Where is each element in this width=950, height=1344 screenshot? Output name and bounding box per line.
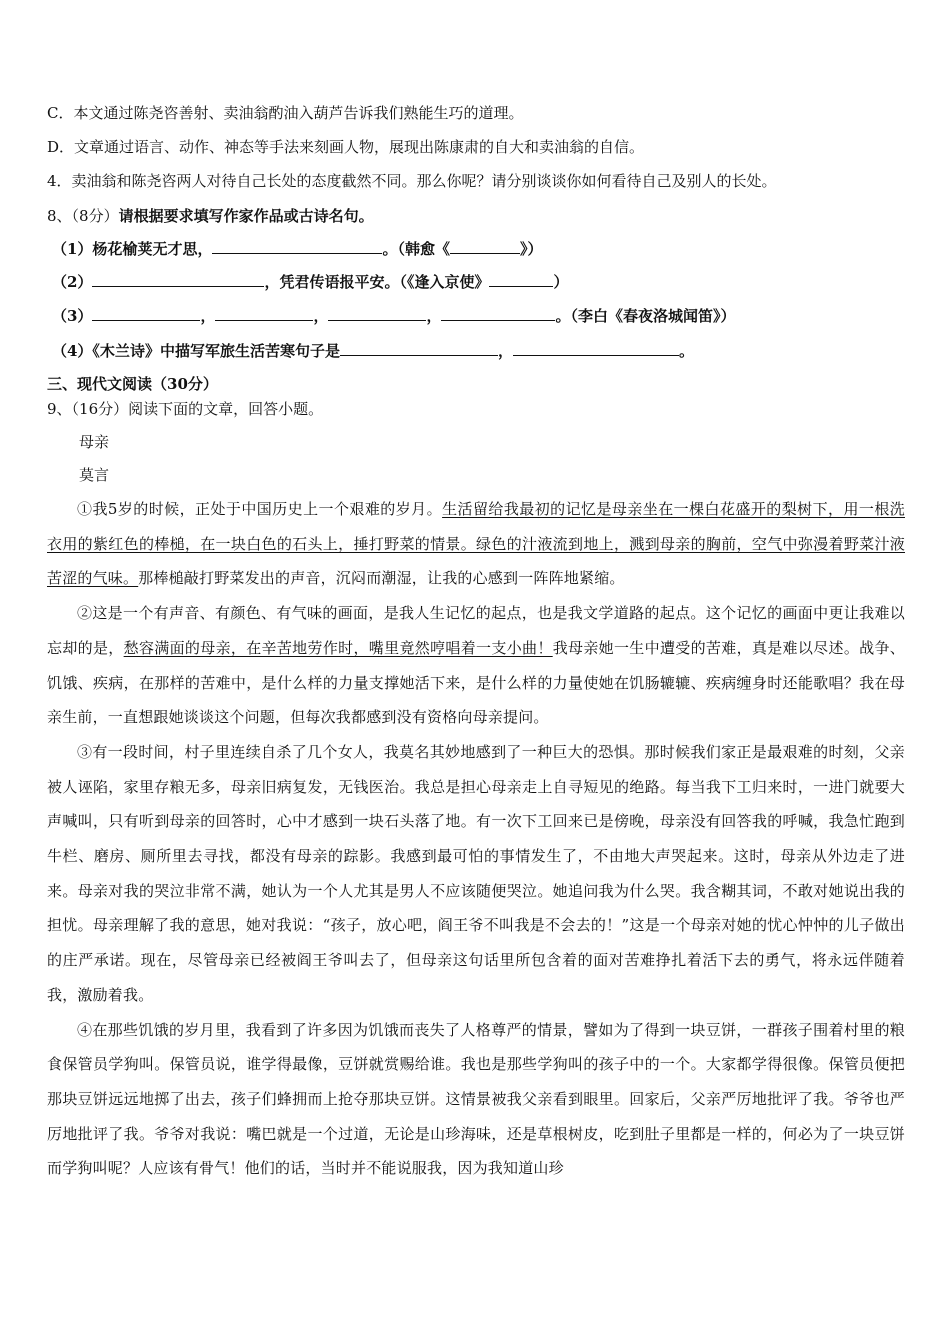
- q8-item-3-start: （3）: [52, 307, 93, 325]
- q8-item-3-blank-b[interactable]: [215, 306, 313, 321]
- q8-item-2-start: （2）: [52, 273, 93, 291]
- q8-item-3-blank-c[interactable]: [328, 306, 426, 321]
- paragraph-2: [47, 596, 905, 735]
- paragraph-1-text-b: 那棒槌敲打野菜发出的声音，沉闷而潮湿，让我的心感到一阵阵地紧缩。: [138, 569, 625, 588]
- paragraph-2-underlined: 愁容满面的母亲，在辛苦地劳作时，嘴里竟然哼唱着一支小曲！: [123, 638, 553, 657]
- q8-item-2-text: ，凭君传语报平安。（《逢入京使》: [264, 273, 490, 291]
- section-3-heading: 三、现代文阅读（30分）: [47, 375, 218, 393]
- question-9: 9、（16分）阅读下面的文章，回答小题。: [47, 400, 324, 418]
- paragraph-1: [47, 492, 905, 596]
- q8-item-1: [52, 239, 542, 259]
- question-4: 4．卖油翁和陈尧咨两人对待自己长处的态度截然不同。那么你呢？请分别谈谈你如何看待自己及别人的长处。: [47, 172, 777, 190]
- q8-item-4: [52, 341, 694, 361]
- article-body: [47, 492, 905, 1186]
- q8-item-3-blank-a[interactable]: [92, 306, 200, 321]
- question-8-prefix: 8、（8分）: [47, 207, 119, 225]
- q8-item-2: [52, 272, 568, 292]
- q8-item-4-text: （4）《木兰诗》中描写军旅生活苦寒句子是: [52, 342, 340, 360]
- q8-item-1-end: 》）: [519, 240, 543, 258]
- q8-item-3-blank-d[interactable]: [441, 306, 555, 321]
- q8-item-1-text: （1）杨花榆荚无才思，: [52, 240, 213, 258]
- q8-item-4-blank-a[interactable]: [340, 341, 498, 356]
- q8-item-1-mid: 。（韩愈《: [382, 240, 450, 258]
- option-d: D．文章通过语言、动作、神态等手法来刻画人物，展现出陈康肃的自大和卖油翁的自信。: [47, 138, 645, 156]
- q8-item-2-blank-b[interactable]: [489, 272, 553, 287]
- q8-item-3: [52, 306, 736, 326]
- article-author: 莫言: [79, 466, 110, 484]
- question-8-header: [47, 206, 374, 226]
- q8-item-3-sep2: ，: [313, 307, 329, 325]
- paragraph-3: ③有一段时间，村子里连续自杀了几个女人，我莫名其妙地感到了一种巨大的恐惧。那时候我们家正是最艰难的时刻，父亲被人诬陷，家里存粮无多，母亲旧病复发，无钱医治。我总是担心母亲走上自寻短见的绝路。每当我下工归来时，一进门就要大声喊叫，只有听到母亲的回答时，心中才感到一块石头落了地。有一次下工回来已是傍晚，母亲没有回答我的呼喊，我急忙跑到牛栏、磨房、厕所里去寻找，都没有母亲的踪影。我感到最可怕的事情发生了，不由地大声哭起来。这时，母亲从外边走了进来。母亲对我的哭泣非常不满，她认为一个人尤其是男人不应该随便哭泣。她追问我为什么哭。我含糊其词，不敢对她说出我的担忧。母亲理解了我的意思，她对我说：“孩子，放心吧，阎王爷不叫我是不会去的！”这是一个母亲对她的忧心忡忡的儿子做出的庄严承诺。现在，尽管母亲已经被阎王爷叫去了，但母亲这句话里所包含着的面对苦难挣扎着活下去的勇气，将永远伴随着我，激励着我。: [47, 742, 905, 1004]
- q8-item-1-blank-b[interactable]: [450, 239, 520, 254]
- q8-item-3-sep1: ，: [200, 307, 216, 325]
- q8-item-4-blank-b[interactable]: [513, 341, 679, 356]
- q8-item-3-sep3: ，: [426, 307, 442, 325]
- article-title: 母亲: [79, 433, 110, 451]
- paragraph-2-text-b: 我母亲她一生中遭受的苦难，真是难以尽述。战争、饥饿、疾病，在那样的苦难中，是什么样的力量支撑她活下来，是什么样的力量使她在饥肠辘辘、疾病缠身时还能歌唱？我在母亲生前，一直想跟她谈谈这个问题，但每次我都感到没有资格向母亲提问。: [47, 638, 905, 727]
- question-8-instruction: 请根据要求填写作家作品或古诗名句。: [118, 207, 374, 225]
- q8-item-1-blank-a[interactable]: [212, 239, 382, 254]
- q8-item-3-end: 。（李白《春夜洛城闻笛》）: [555, 307, 736, 325]
- option-c: C．本文通过陈尧咨善射、卖油翁酌油入葫芦告诉我们熟能生巧的道理。: [47, 104, 524, 122]
- q8-item-2-blank-a[interactable]: [92, 272, 264, 287]
- q8-item-4-sep: ，: [497, 342, 513, 360]
- q8-item-4-end: 。: [678, 342, 694, 360]
- paragraph-1-text-a: ①我5岁的时候，正处于中国历史上一个艰难的岁月。: [77, 500, 443, 518]
- paragraph-4: ④在那些饥饿的岁月里，我看到了许多因为饥饿而丧失了人格尊严的情景，譬如为了得到一块豆饼，一群孩子围着村里的粮食保管员学狗叫。保管员说，谁学得最像，豆饼就赏赐给谁。我也是那些学狗叫的孩子中的一个。大家都学得很像。保管员便把那块豆饼远远地掷了出去，孩子们蜂拥而上抢夺那块豆饼。这情景被我父亲看到眼里。回家后，父亲严厉地批评了我。爷爷也严厉地批评了我。爷爷对我说：嘴巴就是一个过道，无论是山珍海味，还是草根树皮，吃到肚子里都是一样的，何必为了一块豆饼而学狗叫呢？人应该有骨气！他们的话，当时并不能说服我，因为我知道山珍: [47, 1020, 905, 1178]
- paragraph-1-underlined: 生活留给我最初的记忆是母亲坐在一棵白花盛开的梨树下，用一根洗衣用的紫红色的棒槌，在一块白色的石头上，捶打野菜的情景。绿色的汁液流到地上，溅到母亲的胸前，空气中弥漫着野菜汁液苦涩的气味。: [47, 500, 905, 588]
- q8-item-2-end: ）: [553, 273, 569, 291]
- paragraph-2-text-a: ②这是一个有声音、有颜色、有气味的画面，是我人生记忆的起点，也是我文学道路的起点。这个记忆的画面中更让我难以忘却的是，: [47, 604, 905, 657]
